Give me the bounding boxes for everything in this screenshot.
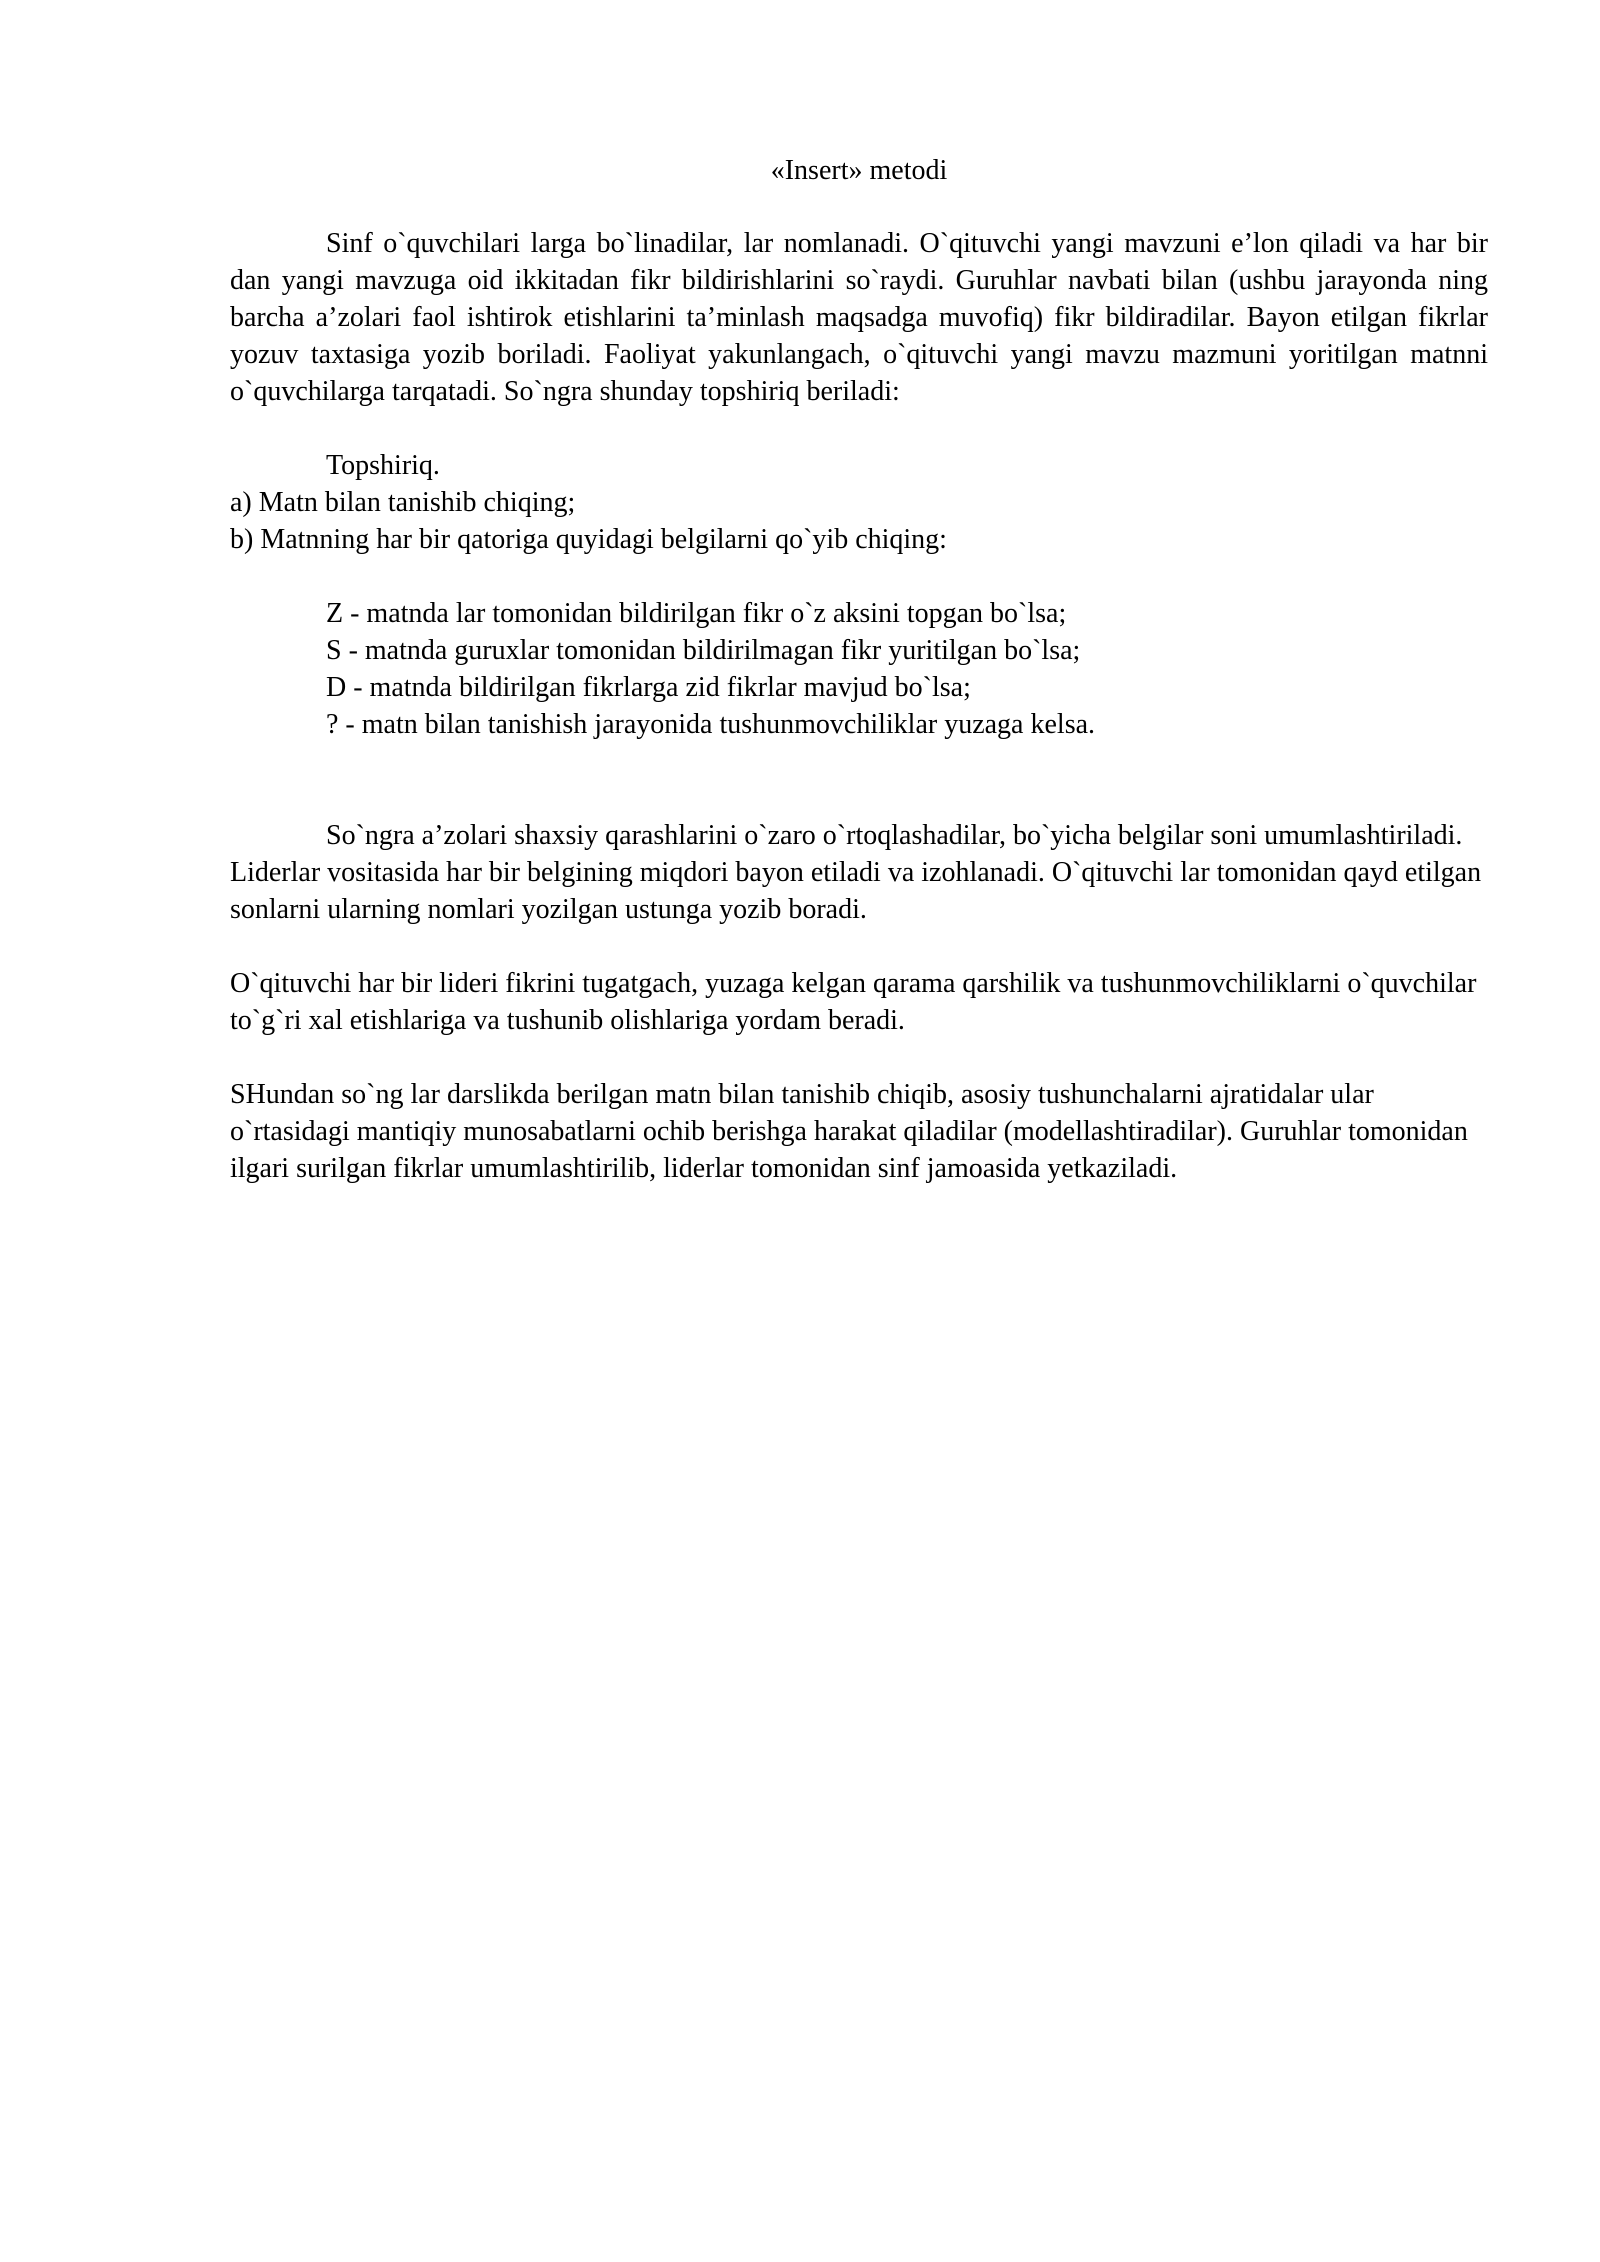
mark-item-s: S - matnda guruxlar tomonidan bildirilmagan fikr yuritilgan bo`lsa; xyxy=(326,635,1081,666)
task-heading: Topshiriq. xyxy=(326,450,440,481)
task-item: b) Matnning har bir qatoriga quyidagi belgilarni qo`yib chiqing: xyxy=(230,524,947,555)
task-list xyxy=(230,484,1488,558)
teacher-paragraph: O`qituvchi har bir lideri fikrini tugatgach, yuzaga kelgan qarama qarshilik va tushunmovchiliklarni o`quvchilar to`g`ri xal etishlariga va tushunib olishlariga yordam beradi. xyxy=(230,968,1477,1036)
task-item: a) Matn bilan tanishib chiqing; xyxy=(230,487,576,518)
document-body xyxy=(230,152,1488,1187)
intro-paragraph: Sinf o`quvchilari larga bo`linadilar, lar nomlanadi. O`qituvchi yangi mavzuni e’lon qiladi va har bir dan yangi mavzuga oid ikkitadan fikr bildirishlarini so`raydi. Guruhlar navbati bilan (ushbu jarayonda ning barcha a’zolari faol ishtirok etishlarini ta’minlash maqsadga muvofiq) fikr bildiradilar. Bayon etilgan fikrlar yozuv taxtasiga yozib boriladi. Faoliyat yakunlangach, o`qituvchi yangi mavzu mazmuni yoritilgan matnni o`quvchilarga tarqatadi. So`ngra shunday topshiriq beriladi: xyxy=(230,228,1488,407)
document-title: «Insert» metodi xyxy=(770,155,948,186)
final-paragraph: SHundan so`ng lar darslikda berilgan matn bilan tanishib chiqib, asosiy tushunchalarni ajratidalar ular o`rtasidagi mantiqiy munosabatlarni ochib berishga harakat qiladilar (modellashtiradilar). Guruhlar tomonidan ilgari surilgan fikrlar umumlashtirilib, liderlar tomonidan sinf jamoasida yetkaziladi. xyxy=(230,1079,1468,1184)
mark-item-d: D - matnda bildirilgan fikrlarga zid fikrlar mavjud bo`lsa; xyxy=(326,672,971,703)
mark-item-z: Z - matnda lar tomonidan bildirilgan fikr o`z aksini topgan bo`lsa; xyxy=(326,598,1067,629)
mark-item-question: ? - matn bilan tanishish jarayonida tushunmovchiliklar yuzaga kelsa. xyxy=(326,709,1096,740)
discussion-paragraph: So`ngra a’zolari shaxsiy qarashlarini o`zaro o`rtoqlashadilar, bo`yicha belgilar soni umumlashtiriladi. Liderlar vositasida har bir belgining miqdori bayon etiladi va izohlanadi. O`qituvchi lar tomonidan qayd etilgan sonlarni ularning nomlari yozilgan ustunga yozib boradi. xyxy=(230,820,1482,925)
marks-list xyxy=(230,595,1488,743)
